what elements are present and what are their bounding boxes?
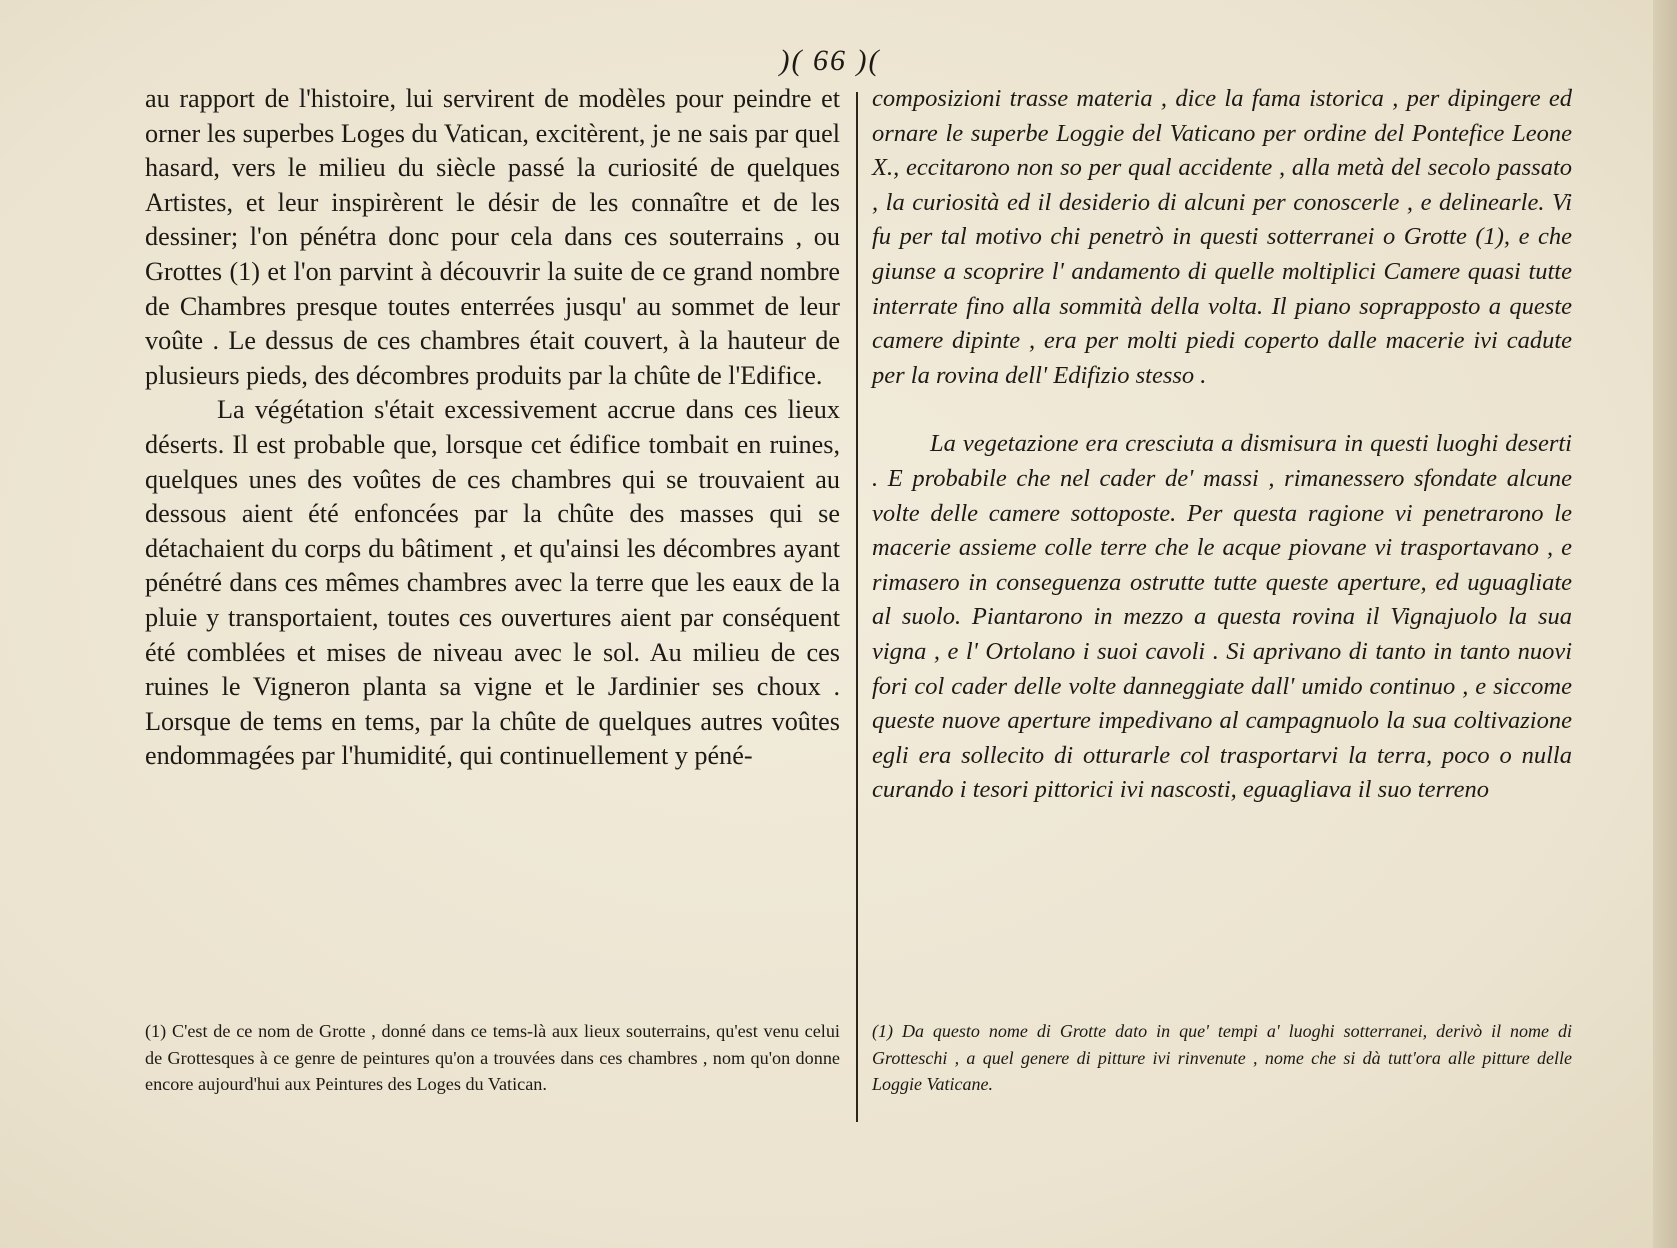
french-paragraph-2: La végétation s'était excessivement accrue dans ces lieux déserts. Il est probable que, lorsque cet édifice tombait en ruines, quelques unes des voûtes de ces chambres qui se trouvaient au dessous aient été enfoncées par la chûte des masses qui se détachaient du corps du bâtiment , et qu'ainsi les décombres ayant pénétré dans ces mêmes chambres avec la terre que les eaux de la pluie y transportaient, toutes ces ouvertures aient par conséquent été comblées et mises de niveau avec le sol. Au milieu de ces ruines le Vigneron planta sa vigne et le Jardinier ses choux . Lorsque de tems en tems, par la chûte de quelques autres voûtes endommagées par l'humidité, qui continuellement y péné- [145,395,840,771]
italian-paragraph-1: composizioni trasse materia , dice la fama istorica , per dipingere ed ornare le superbe Loggie del Vaticano per ordine del Pontefice Leone X., eccitarono non so per qual accidente , alla metà del secolo passato , la curiosità ed il desiderio di alcuni per conoscerle , e delinearle. Vi fu per tal motivo chi penetrò in questi sotterranei o Grotte (1), e che giunse a scoprire l' andamento di quelle moltiplici Camere quasi tutte interrate fino alla sommità della volta. Il piano soprapposto a queste camere dipinte , era per molti piedi coperto dalle macerie ivi cadute per la rovina dell' Edifizio stesso . [872,85,1572,389]
italian-paragraph-2: La vegetazione era cresciuta a dismisura in questi luoghi deserti . E probabile che nel cader de' massi , rimanessero sfondate alcune volte delle camere sottoposte. Per questa ragione vi penetrarono le macerie assieme colle terre che le acque piovane vi trasportavano , e rimasero in conseguenza ostrutte tutte queste aperture, ed uguagliate al suolo. Piantarono in mezzo a questa rovina il Vignajuolo la sua vigna , e l' Ortolano i suoi cavoli . Si aprivano di tanto in tanto nuovi fori col cader delle volte danneggiate dall' umido continuo , e siccome queste nuove aperture impedivano al campagnuolo la sua coltivazione egli era sollecito di otturarle col trasportarvi la terra, poco o nulla curando i tesori pittorici ivi nascosti, eguagliava il suo terreno [872,430,1572,804]
french-footnote: (1) C'est de ce nom de Grotte , donné dans ce tems-là aux lieux souterrains, qu'est venu celui de Grottesques à ce genre de peintures qu'on a trouvées dans ces chambres , nom qu'on donne encore aujourd'hui aux Peintures des Loges du Vatican. [145,1021,840,1094]
italian-column [872,82,1572,808]
italian-footnote: (1) Da questo nome di Grotte dato in que' tempi a' luoghi sotterranei, derivò il nome di Grotteschi , a quel genere di pitture ivi rinvenute , nome che si dà tutt'ora alle pitture delle Loggie Vaticane. [872,1021,1572,1094]
french-column [145,82,840,774]
page-number: )( 66 )( [779,44,881,77]
page-edge [1653,0,1677,1248]
french-paragraph-1: au rapport de l'histoire, lui servirent de modèles pour peindre et orner les superbes Loges du Vatican, excitèrent, je ne sais par quel hasard, vers le milieu du siècle passé la curiosité de quelques Artistes, et leur inspirèrent le désir de les connaître et de les dessiner; l'on pénétra donc pour cela dans ces souterrains , ou Grottes (1) et l'on parvint à découvrir la suite de ce grand nombre de Chambres presque toutes enterrées jusqu' au sommet de leur voûte . Le dessus de ces chambres était couvert, à la hauteur de plusieurs pieds, des décombres produits par la chûte de l'Edifice. [145,84,840,390]
column-divider [856,92,858,1122]
